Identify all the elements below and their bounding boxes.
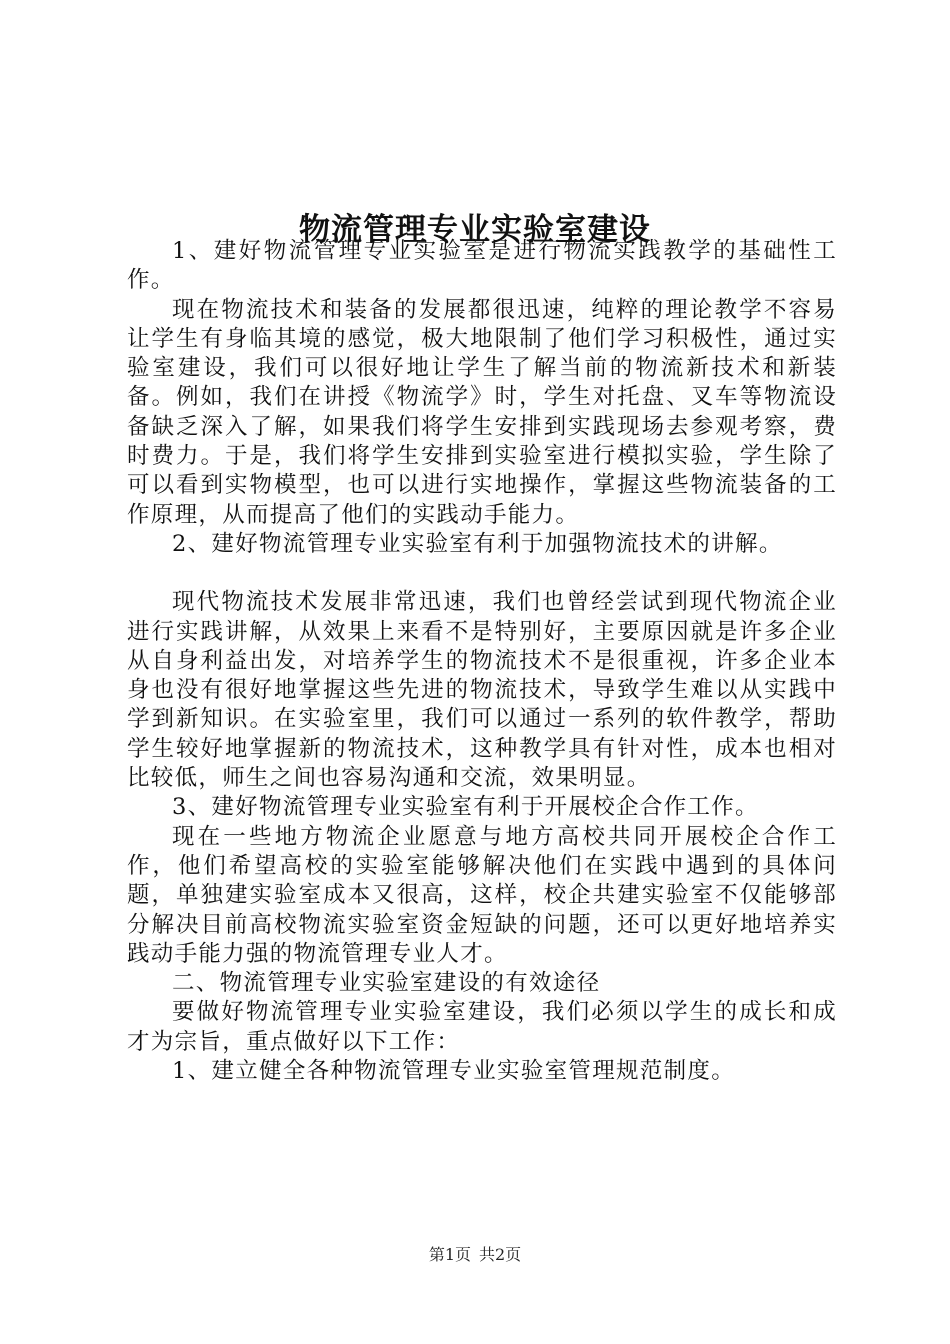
paragraph: 1、建好物流管理专业实验室是进行物流实践教学的基础性工作。 bbox=[127, 238, 837, 294]
paragraph: 现在物流技术和装备的发展都很迅速，纯粹的理论教学不容易让学生有身临其境的感觉，极大地限制了他们学习积极性，通过实验室建设，我们可以很好地让学生了解当前的物流新技术和新装备。例如，我们在讲授《物流学》时，学生对托盘、叉车等物流设备缺乏深入了解，如果我们将学生安排到实践现场去参观考察，费时费力。于是，我们将学生安排到实验室进行模拟实验，学生除了可以看到实物模型，也可以进行实地操作，掌握这些物流装备的工作原理，从而提高了他们的实践动手能力。 bbox=[127, 296, 837, 528]
paragraph: 现代物流技术发展非常迅速，我们也曾经尝试到现代物流企业进行实践讲解，从效果上来看不是特别好，主要原因就是许多企业从自身利益出发，对培养学生的物流技术不是很重视，许多企业本身也没有很好地掌握这些先进的物流技术，导致学生难以从实践中学到新知识。在实验室里，我们可以通过一系列的软件教学，帮助学生较好地掌握新的物流技术，这种教学具有针对性，成本也相对比较低，师生之间也容易沟通和交流，效果明显。 bbox=[127, 589, 837, 792]
document-title: 物流管理专业实验室建设 bbox=[299, 211, 651, 248]
paragraph: 现在一些地方物流企业愿意与地方高校共同开展校企合作工作，他们希望高校的实验室能够解决他们在实践中遇到的具体问题，单独建实验室成本又很高，这样，校企共建实验室不仅能够部分解决目前高校物流实验室资金短缺的问题，还可以更好地培养实践动手能力强的物流管理专业人才。 bbox=[127, 823, 837, 967]
paragraph: 2、建好物流管理专业实验室有利于加强物流技术的讲解。 bbox=[172, 530, 783, 557]
section-heading: 二、物流管理专业实验室建设的有效途径 bbox=[172, 970, 601, 997]
page-number: 第1页 bbox=[428, 1245, 471, 1264]
paragraph: 要做好物流管理专业实验室建设，我们必须以学生的成长和成才为宗旨，重点做好以下工作： bbox=[127, 999, 837, 1055]
document-body bbox=[127, 237, 837, 1086]
page-footer bbox=[0, 1244, 950, 1266]
paragraph: 1、建立健全各种物流管理专业实验室管理规范制度。 bbox=[172, 1058, 736, 1085]
page-total: 共2页 bbox=[479, 1245, 522, 1264]
paragraph: 3、建好物流管理专业实验室有利于开展校企合作工作。 bbox=[172, 794, 759, 821]
